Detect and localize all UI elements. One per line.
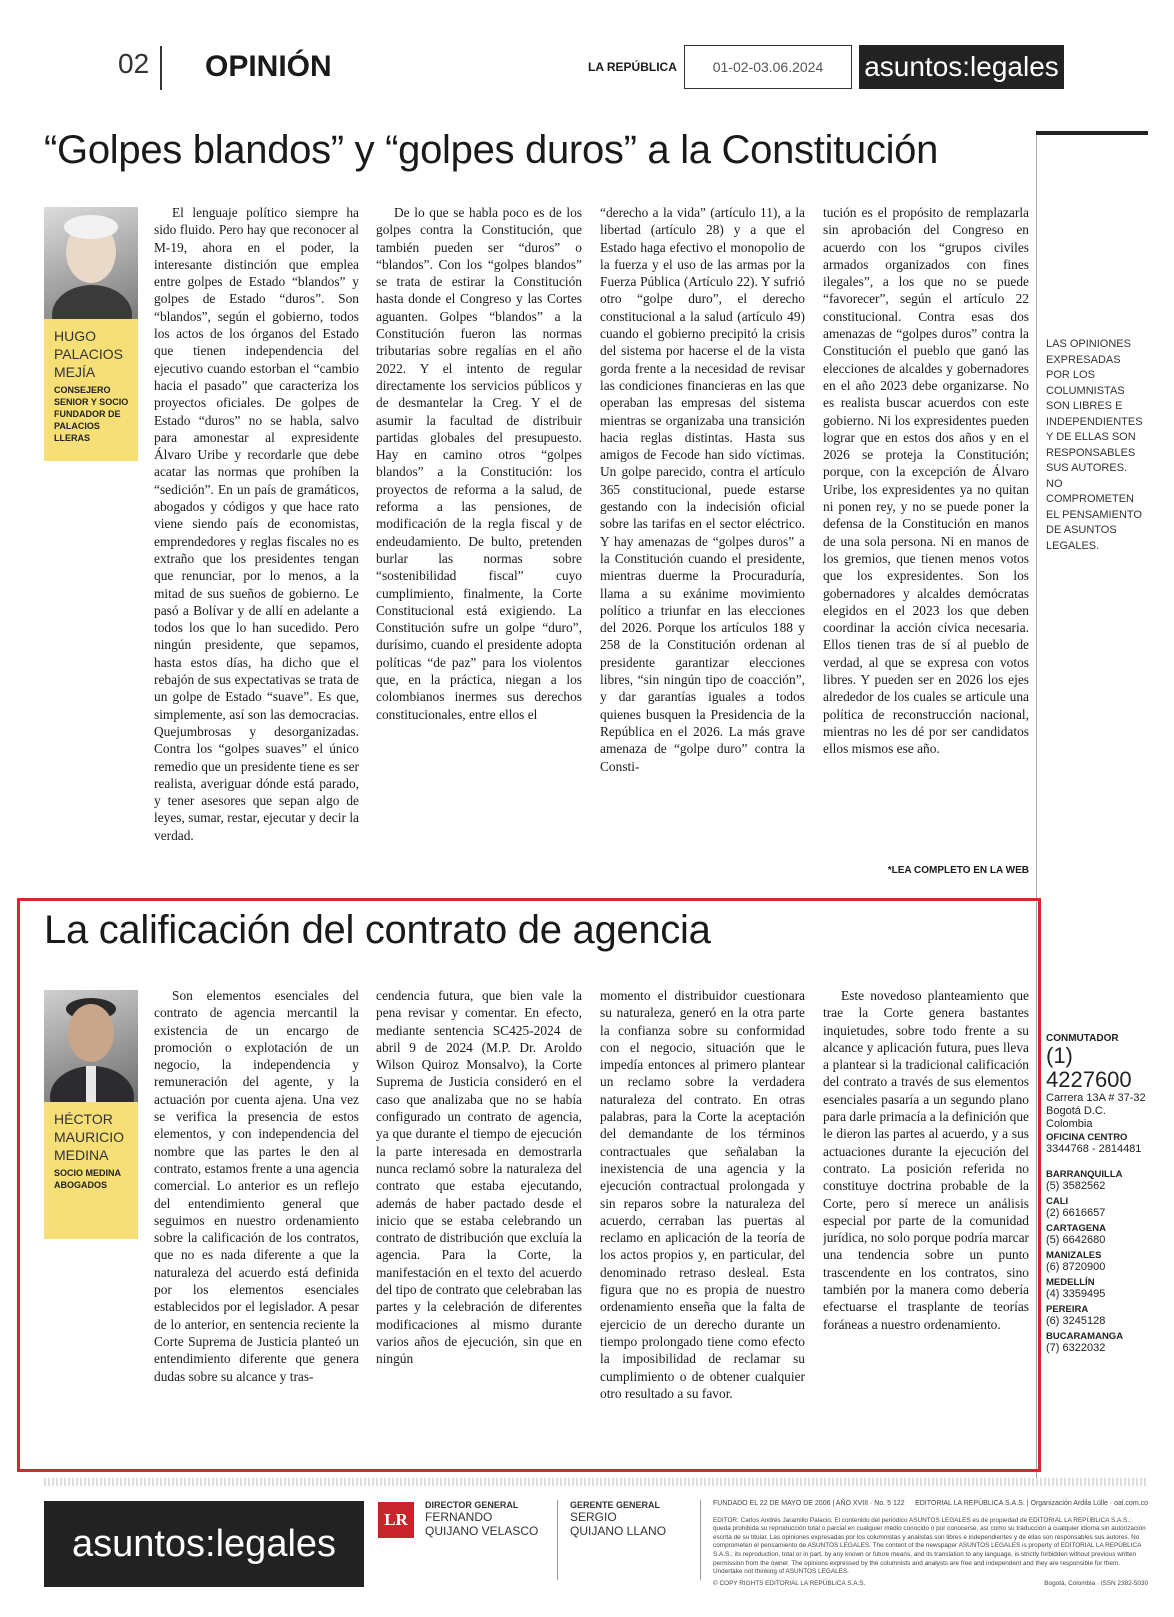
article2-text-1: Son elementos esenciales del contrato de agencia mercantil la existencia de un encargo de promoción o explotación de un negocio, la independencia y remuneración del agente, y la actuación por cuenta ajena. Una vez se verifica la presencia de estos elementos, y con independencia del nombre que las partes le den al contrato, estamos frente a una agencia comercial. Lo anterior es un reflejo del entendimiento general que seguimos en nuestro ordenamiento sobre la calificación de los contratos, que no es nada diferente a que la naturaleza del acuerdo está definida por los elementos esenciales establecidos por el legislador. A pesar de lo anterior, en sentencia reciente la Corte Suprema de Justicia planteó un entendimiento diferente que genera dudas sobre su alcance y tras- (154, 988, 359, 1384)
switchboard-phone: (1) 4227600 (1046, 1043, 1132, 1092)
article2-headline: La calificación del contrato de agencia (44, 908, 711, 952)
author1-tag (44, 319, 138, 461)
manager-name: SERGIO (570, 1510, 617, 1524)
article2-text-2: cendencia futura, que bien vale la pena revisar y comentar. En efecto, mediante sentencia SC425-2024 de abril 9 de 2024 (M.P. Dr. Aroldo Wilson Quiroz Monsalvo), la Corte Suprema de Justicia consideró en el caso que analizaba que no se había configurado un contrato de agencia, ya que durante el tiempo de ejecución la parte interesada en demostrarla nunca reclamó sobre la naturaleza del contrato que estaba ejecutando, además de haber pactado desde el inicio que se estaba celebrando un contrato de distribución que excluía la agencia. Para la Corte, la manifestación en el texto del acuerdo del tipo de contrato que celebraban las partes y la celebración de diferentes modificaciones al mismo durante varios años de ejecución, sin que en ningún (376, 988, 582, 1367)
page-number: 02 (118, 48, 150, 79)
footer-divider (700, 1500, 701, 1580)
office-label: OFICINA CENTRO (1046, 1132, 1128, 1143)
city-name: CALI (1046, 1196, 1069, 1207)
footer-brand-logo: asuntos:legales (44, 1501, 364, 1587)
city-phone: (5) 6642680 (1046, 1234, 1106, 1246)
footer-divider (557, 1500, 558, 1580)
manager-credit (570, 1500, 666, 1538)
article1-column-1 (154, 204, 359, 882)
legal-text: EDITOR: Carlos Andrés Jaramillo Palacio. El contenido del periódico ASUNTOS LEGALES es de propiedad de EDITORIAL LA REPÚBLICA S.A.S.; queda prohibida su reproducción total o parcial en cualquier medio conocido o por conocerse, así como su traducción a cualquier idioma sin autorización escrita de su titular. Las opiniones expresadas por los columnistas y analistas son libres e independientes y de ellas son responsables sus autores. No comprometen el pensamiento de ASUNTOS LEGALES. The content of the newspaper ASUNTOS LEGALES is property of EDITORIAL LA REPÚBLICA S.A.S.; its reproduction, total or in part, by any known or future means, and its translation to any language, is strictly forbidden without previous written permission from the owner. The opinions expressed by the columnists and analysts are free and independent and they are responsible for them. Undertake not thinking of ASUNTOS LEGALES. (713, 1516, 1146, 1576)
article1-headline: “Golpes blandos” y “golpes duros” a la Constitución (44, 128, 939, 172)
city-name: PEREIRA (1046, 1304, 1089, 1315)
article2-column-3 (600, 987, 805, 1455)
publisher-info: EDITORIAL LA REPÚBLICA S.A.S. | Organización Ardila Lülle · oal.com.co (915, 1500, 1148, 1507)
city-phone: (4) 3359495 (1046, 1288, 1106, 1300)
author1-name: HUGO PALACIOS MEJÍA (54, 328, 123, 380)
article2-column-4 (823, 987, 1029, 1455)
address-line: Colombia (1046, 1118, 1093, 1130)
contact-block (1046, 1033, 1156, 1355)
address-line: Bogotá D.C. (1046, 1105, 1106, 1117)
article1-text-4: tución es el propósito de remplazarla sin aprobación del Congreso en acuerdo con los “grupos civiles armados organizados con fines ilegales”, a los que no se puede “favorecer”, según el artículo 22 constitucional. Contra esas dos amenazas de “golpes duros” contra la Constitución el pueblo que ganó las elecciones de alcaldes y gobernadores en el año 2023 debe organizarse. No es realista buscar acuerdos con este gobierno. Ni los expresidentes pueden lograr que en estos dos años y en el 2026 se proteja la Constitución; porque, con la excepción de Álvaro Uribe, los expresidentes ya no quitan ni ponen rey, y no se puede poner la defensa de la Constitución en manos de una sola persona. Ni en manos de los gremios, que tienen menos votos que los expresidentes. Son los gobernadores y alcaldes demócratas elegidos en el 2023 los que deben coordinar la acción cívica necesaria. Ellos tienen tras de sí al pueblo de verdad, al que se expresa con votos libres. Y pueden ser en 2026 los ejes alrededor de los cuales se articule una política de reconstrucción nacional, mientras no les dé por ser candidatos ellos mismos ese año. (823, 205, 1029, 757)
footer-rule (44, 1478, 1148, 1486)
city-name: MANIZALES (1046, 1250, 1102, 1261)
lr-logo: LR (378, 1502, 414, 1538)
author1-role: CONSEJERO SENIOR Y SOCIO FUNDADOR DE PALACIOS LLERAS (54, 385, 129, 443)
author2-photo (44, 990, 138, 1102)
section-title: OPINIÓN (205, 50, 332, 83)
article2-text-4: Este novedoso planteamiento que trae la Corte genera bastantes inquietudes, sobre todo frente a su alcance y aplicación futura, pues lleva a plantear si la tradicional calificación del contrato a través de sus elementos esenciales pasaría a un segundo plano para darle primacía a la definición que le dieron las partes al acuerdo, y a sus actuaciones durante la ejecución del contrato. La posición referida no constituye doctrina probable de la Corte, pero sí merece un análisis especial por parte de la comunidad jurídica, no solo porque podría marcar una tendencia sobre un punto trascendente en los contratos, sino también por la manera como debería efectuarse el trasplante de teorías foráneas a nuestro ordenamiento. (823, 988, 1029, 1332)
article1-column-3 (600, 204, 805, 882)
city-name: MEDELLÍN (1046, 1277, 1095, 1288)
article2-text-3: momento el distribuidor cuestionara su naturaleza, generó en la otra parte la confianza sobre su conformidad con el negocio, situación que le impedía entonces al primero plantear un reclamo sobre la verdadera naturaleza del contrato. En otras palabras, para la Corte la aceptación del demandante de los términos contractuales que señalaban la inexistencia de una agencia y la ejecución contractual prolongada y sin reparos sobre la naturaleza del acuerdo, cerraban las puertas al reclamo en aplicación de la teoría de los actos propios y, en particular, del denominado retraso desleal. Esta figura que no es propia de nuestro ordenamiento enseña que la falta de ejercicio de un derecho durante un tiempo prolongado tiene como efecto la imposibilidad de reclamar su cumplimiento o de obtener cualquier otro resultado a su favor. (600, 988, 805, 1401)
director-name: QUIJANO VELASCO (425, 1524, 539, 1538)
city-name: BARRANQUILLA (1046, 1169, 1123, 1180)
city-phone: (6) 3245128 (1046, 1315, 1106, 1327)
article2-column-1 (154, 987, 359, 1455)
article1-text-1: El lenguaje político siempre ha sido fluido. Pero hay que reconocer al M-19, ahora en el poder, la interesante distinción que emplea entre golpes de Estado “blandos” y golpes de Estado “duros”. Son “blandos”, según el gobierno, todos los actos de los órganos del Estado que tienen independencia del ejecutivo cuando estorban el “cambio hacia el pasado” que caracteriza los proyectos oficiales. De golpes de Estado “duros” no se habla, salvo para amonestar al expresidente Álvaro Uribe y recordarle que debe acatar las normas que prohíben la “sedición”. En un país de gramáticos, abogados y códigos y que hace rato viene siendo país de economistas, emprendedores y reglas fiscales no es extraño que los presidentes tengan que renunciar, por lo menos, a la mitad de sus sueños de gobierno. Le pasó a Bolívar y de allí en adelante a todos los que lo han sucedido. Pero ningún presidente, que sepamos, hasta estos días, ha dicho que el rebajón de sus expectativas se trata de un golpe de Estado “suave”. Es que, simplemente, así son las democracias. Quejumbrosas y desorganizadas. Contra los “golpes suaves” el único remedio que un presidente tiene es ser realista, averiguar dónde está parado, y tener asesores que sepan algo de leyes, sumar, restar, ejecutar y decir la verdad. (154, 205, 359, 843)
office-phone: 3344768 - 2814481 (1046, 1143, 1142, 1155)
issue-date: 01-02-03.06.2024 (684, 45, 852, 89)
copyright: © COPY RIGHTS EDITORIAL LA REPÚBLICA S.A.S. (713, 1580, 866, 1587)
legal-notice (713, 1500, 1148, 1577)
manager-name: QUIJANO LLANO (570, 1524, 667, 1538)
article1-text-3: “derecho a la vida” (artículo 11), a la libertad (artículo 28) y a que el Estado haga efectivo el monopolio de la fuerza y el uso de las armas por la Fuerza Pública (Artículo 22). Y sufrió otro “golpe duro”, el derecho constitucional a la salud (artículo 49) cuando el gobierno precipitó la crisis del sistema por hacerse el de la vista gorda frente a la necesidad de revisar las condiciones financieras en las que operaban las empresas del sistema mientras se organizaba una transición hacia reglas distintas. Hasta sus amigos de Fecode han sido víctimas. Un golpe parecido, contra el artículo 365 constitucional, puede estarse gestando con la indecisión oficial sobre las tarifas en el sector eléctrico. Y hay amenazas de “golpes duros” a la Constitución cuando el presidente, mientras duerme la Procuraduría, llama a su exánime movimiento político a triunfar en las elecciones del 2026. Porque los artículos 188 y 258 de la Constitución ordenan al presidente garantizar elecciones libres, “sin ningún tipo de coacción”, y dar garantías iguales a todos quienes busquen la Presidencia de la República en el 2026. La más grave amenaza de “golpe duro” contra la Consti- (600, 205, 805, 774)
switchboard-label: CONMUTADOR (1046, 1033, 1119, 1044)
author2-tag (44, 1102, 138, 1239)
newspaper-name: LA REPÚBLICA (588, 60, 677, 74)
article1-text-2: De lo que se habla poco es de los golpes contra la Constitución, que también pueden ser “duros” o “blandos”. Con los “golpes blandos” se trata de estirar la Constitución hasta donde el Congreso y las Cortes aguanten. Golpes “blandos” a la Constitución fueron las normas tributarias sobre regalías en el año 2022. Y el intento de regular directamente los servicios públicos y de desmantelar la Creg. Y el de asumir la facultad de distribuir partidas globales del presupuesto. Hay en camino otros “golpes blandos” a la Constitución: los proyectos de reforma a la salud, de reforma a las pensiones, de modificación de la regla fiscal y de endeudamiento. De bulto, pretenden burlar las normas sobre “sostenibilidad fiscal” cuyo cumplimiento, finalmente, la Corte Constitucional está exigiendo. La Constitución sufre un golpe “duro”, durísimo, cuando el presidente adopta políticas “de paz” para los violentos que, en la práctica, niegan a los colombianos inermes sus derechos constitucionales, entre ellos el (376, 205, 582, 722)
article2-column-2 (376, 987, 582, 1455)
brand-logo: asuntos:legales (859, 45, 1064, 89)
director-title: DIRECTOR GENERAL (425, 1500, 519, 1510)
article1-column-2 (376, 204, 582, 882)
address-line: Carrera 13A # 37-32 (1046, 1092, 1146, 1104)
director-name: FERNANDO (425, 1510, 493, 1524)
city-name: CARTAGENA (1046, 1223, 1106, 1234)
author2-role: SOCIO MEDINA ABOGADOS (54, 1168, 121, 1190)
sidebar-rule (1036, 131, 1148, 135)
author1-photo (44, 207, 138, 319)
director-credit (425, 1500, 538, 1538)
city-name: BUCARAMANGA (1046, 1331, 1124, 1342)
header-divider (160, 46, 162, 90)
author2-name: HÉCTOR MAURICIO MEDINA (54, 1111, 124, 1163)
city-phone: (7) 6322032 (1046, 1342, 1106, 1354)
city-phone: (6) 8720900 (1046, 1261, 1106, 1273)
city-phone: (2) 6616657 (1046, 1207, 1106, 1219)
manager-title: GERENTE GENERAL (570, 1500, 661, 1510)
read-more-link[interactable]: *LEA COMPLETO EN LA WEB (887, 865, 1029, 876)
issn: Bogotá, Colombia · ISSN 2382-5030 (1044, 1580, 1148, 1587)
article1-column-4 (823, 204, 1029, 860)
city-phone: (5) 3582562 (1046, 1180, 1106, 1192)
opinion-disclaimer: LAS OPINIONES EXPRESADAS POR LOS COLUMNISTAS SON LIBRES E INDEPENDIENTES Y DE ELLAS SON RESPONSABLES SUS AUTORES. NO COMPROMETEN EL PENSAMIENTO DE ASUNTOS LEGALES. (1046, 338, 1143, 552)
legal-bottom (713, 1580, 1148, 1587)
founded-info: FUNDADO EL 22 DE MAYO DE 2006 | AÑO XVIII · No. 5 122 (713, 1500, 905, 1507)
